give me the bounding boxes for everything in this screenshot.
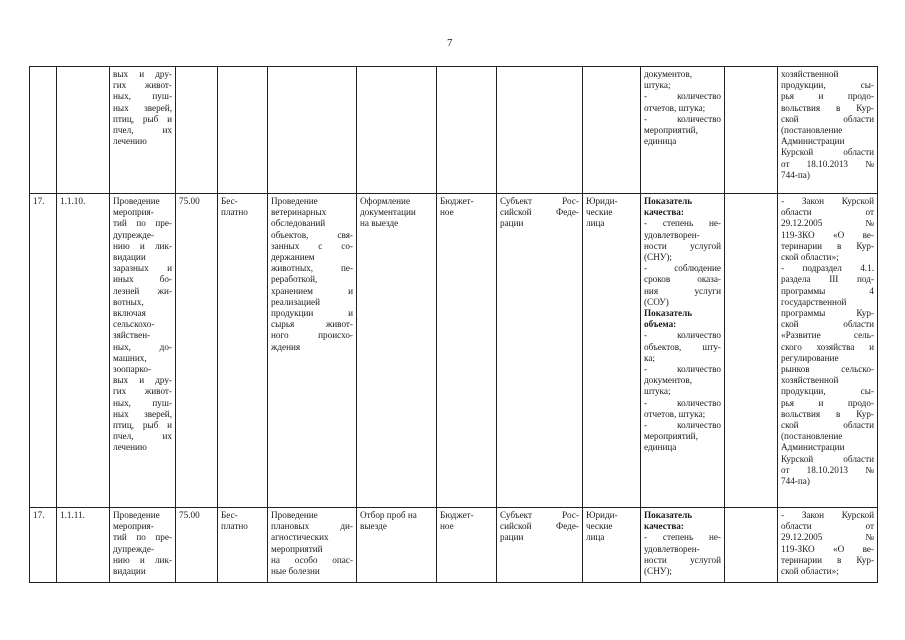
text-line: от 18.10.2013 № xyxy=(781,158,874,169)
text-line: машних, xyxy=(113,352,147,363)
text-line: - количество xyxy=(644,364,721,375)
text-line: объектов, свя- xyxy=(271,229,353,240)
text-line: лица xyxy=(586,218,605,229)
text-line: 744-па) xyxy=(781,476,810,487)
payment-cell xyxy=(218,508,268,583)
text-line: обследований xyxy=(271,218,326,229)
text-line: 744-па) xyxy=(781,169,810,180)
text-line: (постановление xyxy=(781,125,843,136)
text-line: ка; xyxy=(644,352,655,363)
text-line: Бес- xyxy=(221,510,238,520)
legal-basis-cell xyxy=(778,508,878,583)
text-line: - количество xyxy=(644,330,721,341)
text-line: ческие xyxy=(586,207,613,218)
text-line: пчел, их xyxy=(113,431,172,442)
text-line: - количество xyxy=(644,420,721,431)
payment-cell xyxy=(218,194,268,508)
form-cell xyxy=(437,508,497,583)
text-line: ных зверей, xyxy=(113,102,172,113)
text-line: мероприятий, xyxy=(644,125,698,136)
text-line: вых и дру- xyxy=(113,69,172,79)
text-line: продукции, сы- xyxy=(781,386,874,397)
table-row xyxy=(30,508,878,583)
text-line: рья и продо- xyxy=(781,91,874,102)
text-line: области от xyxy=(781,207,874,218)
text-line: (СНУ); xyxy=(644,252,672,263)
text-line: мероприятий, xyxy=(644,431,698,442)
consumers-cell xyxy=(583,508,641,583)
service-name-cell xyxy=(110,194,176,508)
text-line: продукции, сы- xyxy=(781,80,874,91)
text-line: документации xyxy=(360,207,416,218)
text-line: реализацией xyxy=(271,296,320,307)
service-name-cell xyxy=(110,67,176,194)
text-line: рынков сельско- xyxy=(781,364,874,375)
text-line: ное xyxy=(440,521,454,532)
text-line: занных с со- xyxy=(271,240,353,251)
text-line: тий по пре- xyxy=(113,218,172,229)
content-cell xyxy=(268,508,357,583)
text-line: ской области»; xyxy=(781,566,839,577)
text-line: птиц, рыб и xyxy=(113,113,172,124)
text-line: лица xyxy=(586,532,605,543)
row-number-cell: 17. xyxy=(30,508,57,583)
text-line: Юриди- xyxy=(586,196,618,206)
text-line: платно xyxy=(221,521,248,532)
text-line: программы Кур- xyxy=(781,308,874,319)
text-line: сельскохо- xyxy=(113,319,155,330)
indicators-cell xyxy=(641,67,725,194)
text-line: ской области xyxy=(781,113,874,124)
text-line: - количество xyxy=(644,113,721,124)
text-line: Юриди- xyxy=(586,510,618,520)
text-line: 119-ЗКО «О ве- xyxy=(781,543,874,554)
text-line: качества: xyxy=(644,207,684,218)
text-line: Бюджет- xyxy=(440,510,474,520)
registry-table xyxy=(29,66,878,583)
legal-basis-cell xyxy=(778,194,878,508)
text-line: лечению xyxy=(113,442,147,453)
text-line: государственной xyxy=(781,296,847,307)
text-line: Бюджет- xyxy=(440,196,474,206)
text-line: хозяйственной xyxy=(781,375,839,386)
text-line: дупрежде- xyxy=(113,229,155,240)
text-line: от 18.10.2013 № xyxy=(781,464,874,475)
text-line: хозяйственной xyxy=(781,69,839,79)
text-line: сийской Феде- xyxy=(500,207,579,218)
text-line: Субъект Рос- xyxy=(500,510,579,520)
text-line: (СНУ); xyxy=(644,566,672,577)
text-line: вых и дру- xyxy=(113,375,172,386)
indicators-cell xyxy=(641,508,725,583)
text-line: «Развитие сель- xyxy=(781,330,874,341)
text-line: Показатель xyxy=(644,510,693,520)
text-line: Проведение xyxy=(113,510,160,520)
text-line: зяйствен- xyxy=(113,330,151,341)
text-line: Администрации xyxy=(781,136,845,147)
text-line: рации xyxy=(500,532,524,543)
text-line: ности услугой xyxy=(644,240,721,251)
text-line: ности услугой xyxy=(644,554,721,565)
text-line: единица xyxy=(644,442,677,453)
text-line: Курской области xyxy=(781,453,874,464)
text-line: 119-ЗКО «О ве- xyxy=(781,229,874,240)
text-line: регулирование xyxy=(781,352,839,363)
text-line: сийской Феде- xyxy=(500,521,579,532)
text-line: мероприя- xyxy=(113,207,154,218)
text-line: штука; xyxy=(644,386,671,397)
text-line: животных, пе- xyxy=(271,263,353,274)
text-line: видации xyxy=(113,566,146,577)
text-line: документов, xyxy=(644,69,693,79)
text-line: нию и лик- xyxy=(113,554,172,565)
text-line: пчел, их xyxy=(113,125,172,136)
text-line: ждения xyxy=(271,341,301,352)
text-line: Администрации xyxy=(781,442,845,453)
text-line: ных зверей, xyxy=(113,408,172,419)
text-line: области от xyxy=(781,521,874,532)
text-line: Показатель xyxy=(644,196,693,206)
text-line: вотных, xyxy=(113,296,144,307)
text-line: нию и лик- xyxy=(113,240,172,251)
text-line: - количество xyxy=(644,397,721,408)
text-line: раздела III под- xyxy=(781,274,874,285)
text-line: объектов, шту- xyxy=(644,341,721,352)
text-line: отчетов, штука; xyxy=(644,102,706,113)
result-cell xyxy=(357,508,437,583)
text-line: (СОУ) xyxy=(644,296,669,307)
legal-basis-cell xyxy=(778,67,878,194)
text-line: ского хозяйства и xyxy=(781,341,874,352)
text-line: качества: xyxy=(644,521,684,532)
text-line: - Закон Курской xyxy=(781,510,874,520)
text-line: объема: xyxy=(644,319,677,330)
text-line: - степень не- xyxy=(644,532,721,543)
text-line: ных, до- xyxy=(113,341,172,352)
text-line: выезде xyxy=(360,521,387,532)
table-row xyxy=(30,67,878,194)
form-cell xyxy=(437,194,497,508)
text-line: ветеринарных xyxy=(271,207,327,218)
text-line: ческие xyxy=(586,521,613,532)
text-line: Проведение xyxy=(271,510,318,520)
text-line: - соблюдение xyxy=(644,263,721,274)
text-line: плановых ди- xyxy=(271,521,353,532)
text-line: теринарии в Кур- xyxy=(781,240,874,251)
text-line: Показатель xyxy=(644,308,693,319)
page-number: 7 xyxy=(447,37,453,49)
content-cell xyxy=(268,194,357,508)
text-line: ные болезни xyxy=(271,566,320,577)
text-line: птиц, рыб и xyxy=(113,420,172,431)
text-line: ской области xyxy=(781,319,874,330)
text-line: продукции и xyxy=(271,308,353,319)
text-line: документов, xyxy=(644,375,693,386)
text-line: Проведение xyxy=(271,196,318,206)
text-line: Проведение xyxy=(113,196,160,206)
row-number-cell: 17. xyxy=(30,194,57,508)
text-line: сырья живот- xyxy=(271,319,353,330)
text-line: дупрежде- xyxy=(113,543,155,554)
text-line: теринарии в Кур- xyxy=(781,554,874,565)
text-line: ской области»; xyxy=(781,252,839,263)
text-line: - количество xyxy=(644,91,721,102)
text-line: на особо опас- xyxy=(271,554,353,565)
text-line: сроков оказа- xyxy=(644,274,721,285)
text-line: зоопарко- xyxy=(113,364,152,375)
text-line: агностических xyxy=(271,532,329,543)
text-line: - подраздел 4.1. xyxy=(781,263,874,274)
text-line: 29.12.2005 № xyxy=(781,532,874,543)
service-name-cell xyxy=(110,508,176,583)
text-line: ных, пуш- xyxy=(113,397,172,408)
text-line: штука; xyxy=(644,80,671,91)
text-line: хранением и xyxy=(271,285,353,296)
text-line: Отбор проб на xyxy=(360,510,417,520)
text-line: гих живот- xyxy=(113,386,172,397)
text-line: платно xyxy=(221,207,248,218)
text-line: видации xyxy=(113,252,146,263)
text-line: держанием xyxy=(271,252,315,263)
text-line: рья и продо- xyxy=(781,397,874,408)
consumers-cell xyxy=(583,194,641,508)
text-line: отчетов, штука; xyxy=(644,408,706,419)
text-line: удовлетворен- xyxy=(644,229,700,240)
text-line: ных, пуш- xyxy=(113,91,172,102)
text-line: ской области xyxy=(781,420,874,431)
result-cell xyxy=(357,194,437,508)
text-line: ного происхо- xyxy=(271,330,353,341)
text-line: - степень не- xyxy=(644,218,721,229)
text-line: реработкой, xyxy=(271,274,318,285)
okved-code-cell: 75.00 xyxy=(176,508,218,583)
text-line: ния услуги xyxy=(644,285,721,296)
text-line: программы 4 xyxy=(781,285,874,296)
text-line: вольствия в Кур- xyxy=(781,102,874,113)
text-line: вольствия в Кур- xyxy=(781,408,874,419)
text-line: заразных и xyxy=(113,263,172,274)
text-line: 29.12.2005 № xyxy=(781,218,874,229)
text-line: Курской области xyxy=(781,147,874,158)
text-line: гих живот- xyxy=(113,80,172,91)
text-line: Субъект Рос- xyxy=(500,196,579,206)
text-line: включая xyxy=(113,308,146,319)
indicators-cell xyxy=(641,194,725,508)
text-line: иных бо- xyxy=(113,274,172,285)
text-line: ное xyxy=(440,207,454,218)
text-line: на выезде xyxy=(360,218,399,229)
level-cell xyxy=(497,508,583,583)
table-row xyxy=(30,194,878,508)
text-line: (постановление xyxy=(781,431,843,442)
text-line: рации xyxy=(500,218,524,229)
text-line: мероприятий xyxy=(271,543,323,554)
text-line: тий по пре- xyxy=(113,532,172,543)
service-code-cell: 1.1.10. xyxy=(57,194,110,508)
text-line: мероприя- xyxy=(113,521,154,532)
text-line: - Закон Курской xyxy=(781,196,874,206)
okved-code-cell: 75.00 xyxy=(176,194,218,508)
text-line: удовлетворен- xyxy=(644,543,700,554)
level-cell xyxy=(497,194,583,508)
text-line: Оформление xyxy=(360,196,411,206)
text-line: единица xyxy=(644,136,677,147)
text-line: лезней жи- xyxy=(113,285,172,296)
service-code-cell: 1.1.11. xyxy=(57,508,110,583)
text-line: Бес- xyxy=(221,196,238,206)
text-line: лечению xyxy=(113,136,147,147)
